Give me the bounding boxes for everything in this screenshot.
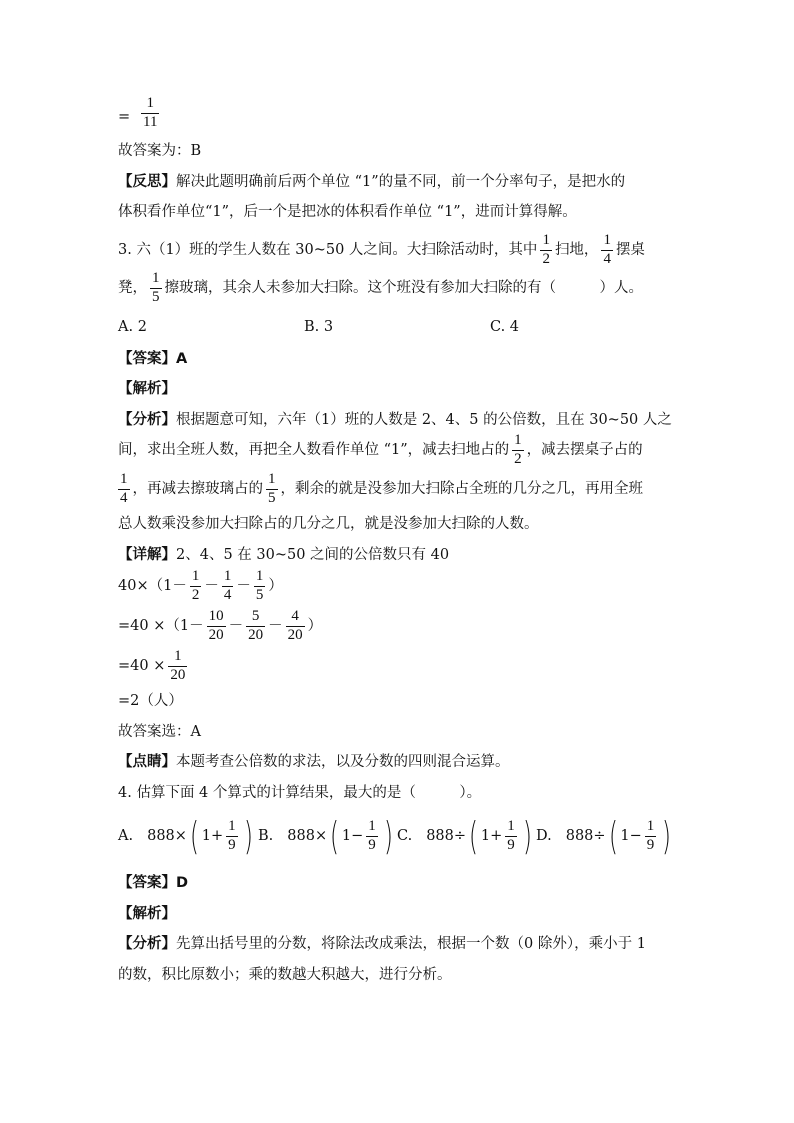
calc-line-2: =40 ×（1－ $\frac{10}{20}$ － $\frac{5}{20}$ － $\frac{4}{20}$ ）	[118, 607, 323, 643]
q4-option-a: A. 888× ( 1+ $\frac{1}{9}$ )	[118, 814, 253, 858]
fraction: $\frac{1}{2}$	[514, 431, 522, 467]
reflection-tag: 【反思】	[118, 173, 176, 190]
reflection-line-1: 【反思】解决此题明确前后两个单位 “1”的量不同，前一个分率句子，是把水的	[118, 173, 626, 190]
q4-analysis-tag: 【解析】	[118, 905, 176, 922]
q3-xiangjie-line: 【详解】2、4、5 在 30~50 之间的公倍数只有 40	[118, 546, 450, 563]
analysis-tag: 【解析】	[118, 381, 176, 397]
option-a: A. 2	[118, 318, 147, 335]
fraction: $\frac{1}{9}$	[368, 817, 376, 853]
fraction: $\frac{1}{5}$	[255, 567, 264, 603]
fraction: $\frac{1}{9}$	[228, 817, 236, 853]
fraction: $\frac{1}{5}$	[152, 270, 160, 305]
q4-option-d: D. 888÷ ( 1− $\frac{1}{9}$ )	[536, 814, 672, 858]
fraction: $\frac{1}{9}$	[507, 817, 515, 853]
document-body	[118, 92, 678, 982]
fraction: $\frac{1}{4}$	[223, 567, 232, 603]
q4-option-b: B. 888× ( 1− $\frac{1}{9}$ )	[258, 814, 393, 858]
q4-stem: 4. 估算下面 4 个算式的计算结果，最大的是（ ）。	[118, 784, 482, 801]
fraction: $\frac{1}{4}$	[603, 232, 611, 267]
fraction: $\frac{1}{2}$	[542, 232, 550, 267]
fraction: $\frac{4}{20}$	[287, 607, 303, 643]
calc-line-3: =40 × $\frac{1}{20}$	[118, 647, 186, 683]
fraction: $\frac{10}{20}$	[208, 607, 224, 643]
answer-line: 故答案为：B	[118, 143, 202, 159]
fraction: $\frac{1}{4}$	[120, 470, 128, 506]
q3-fenxi-line-1: 【分析】根据题意可知，六年（1）班的人数是 2、4、5 的公倍数，且在 30~50 人之	[118, 411, 672, 428]
q3-fenxi-line-3: $\frac{1}{4}$ ，再减去擦玻璃占的 $\frac{1}{5}$ ，剩余的就是没参加大扫除占全班的几分之几，再用全班	[120, 470, 643, 506]
calc-line-1: 40×（1－ $\frac{1}{2}$ － $\frac{1}{4}$ － $\frac{1}{5}$ ）	[118, 567, 283, 603]
option-b: B. 3	[304, 318, 334, 335]
q3-fenxi-line-4: 总人数乘没参加大扫除占的几分之几，就是没参加大扫除的人数。	[118, 516, 539, 532]
q3-line-1: 3. 六（1）班的学生人数在 30~50 人之间。大扫除活动时，其中 $\frac{1}{2}$ 扫地， $\frac{1}{4}$ 摆桌	[118, 232, 645, 267]
q3-final: 故答案选：A	[118, 723, 201, 740]
fraction: $\frac{5}{20}$	[248, 607, 264, 643]
q4-options	[118, 814, 678, 858]
answer-tag: 【答案】A	[118, 350, 188, 367]
fraction: $\frac{1}{9}$	[646, 817, 655, 853]
fraction: $\frac{1}{2}$	[191, 567, 200, 603]
q4-answer-tag: 【答案】D	[118, 875, 189, 891]
fraction: $\frac{1}{20}$	[170, 647, 186, 683]
eq-line: = $\frac{1}{11}$	[118, 95, 158, 130]
fraction: $\frac{1}{5}$	[268, 470, 276, 506]
q4-fenxi-line-1: 【分析】先算出括号里的分数，将除法改成乘法，根据一个数（0 除外），乘小于 1	[118, 936, 646, 952]
fraction: $\frac{1}{11}$	[143, 95, 158, 130]
q4-fenxi-line-2: 的数，积比原数小；乘的数越大积越大，进行分析。	[118, 966, 452, 983]
calc-line-4: =2（人）	[118, 693, 183, 709]
q3-fenxi-line-2: 间，求出全班人数，再把全人数看作单位 “1”，减去扫地占的 $\frac{1}{2}$ ，减去摆桌子占的	[118, 431, 643, 467]
q3-options	[118, 320, 678, 336]
q4-option-c: C. 888÷ ( 1+ $\frac{1}{9}$ )	[397, 814, 532, 858]
q3-dianjing: 【点睛】本题考查公倍数的求法，以及分数的四则混合运算。	[118, 754, 510, 770]
reflection-line-2: 体积看作单位“1”，后一个是把冰的体积看作单位 “1”，进而计算得解。	[118, 204, 577, 220]
q3-line-2: 凳， $\frac{1}{5}$ 擦玻璃，其余人未参加大扫除。这个班没有参加大扫除的有（ ）人。	[118, 270, 643, 305]
option-c: C. 4	[490, 318, 520, 335]
